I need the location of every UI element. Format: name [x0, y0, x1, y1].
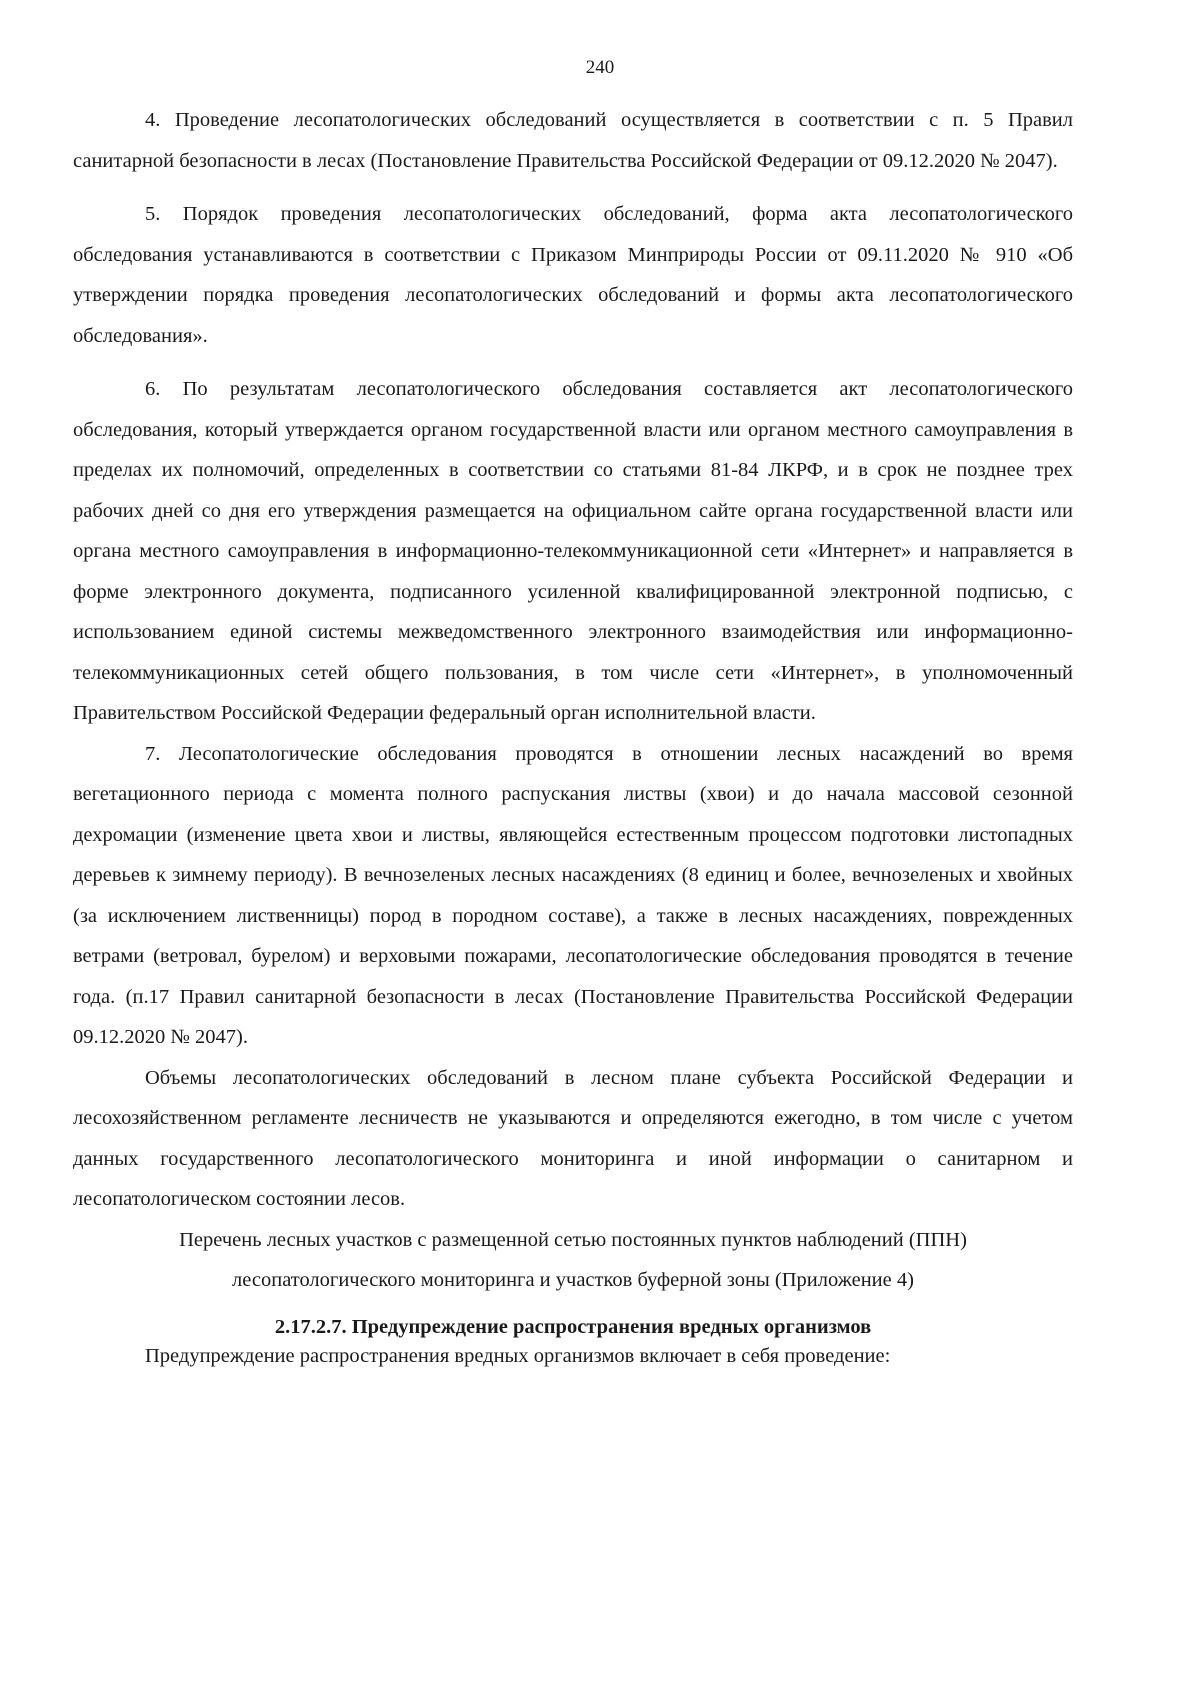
- paragraph-5: 5. Порядок проведения лесопатологических обследований, форма акта лесопатологического обследования устанавливаются в соответствии с Приказом Минприроды России от 09.11.2020 № 910 «Об утверждении порядка проведения лесопатологических обследований и формы акта лесопатологического обследования».: [73, 203, 1073, 347]
- paragraph-4: 4. Проведение лесопатологических обследований осуществляется в соответствии с п. 5 Правил санитарной безопасности в лесах (Постановление Правительства Российской Федерации от 09.12.2020 № 2047).: [73, 109, 1073, 172]
- document-body: [73, 100, 1073, 1371]
- paragraph-volumes: Объемы лесопатологических обследований в лесном плане субъекта Российской Федерации и лесохозяйственном регламенте лесничеств не указываются и определяются ежегодно, в том числе с учетом данных государственного лесопатологического мониторинга и иной информации о санитарном и лесопатологическом состоянии лесов.: [73, 1066, 1073, 1210]
- page-number: 240: [585, 57, 615, 78]
- paragraph-list-reference: Перечень лесных участков с размещенной сетью постоянных пунктов наблюдений (ППН) лесопатологического мониторинга и участков буферной зоны (Приложение 4): [179, 1228, 967, 1291]
- section-intro: Предупреждение распространения вредных организмов включает в себя проведение:: [145, 1344, 891, 1367]
- paragraph-7: 7. Лесопатологические обследования проводятся в отношении лесных насаждений во время вегетационного периода с момента полного распускания листвы (хвои) и до начала массовой сезонной дехромации (изменение цвета хвои и листвы, являющейся естественным процессом подготовки листопадных деревьев к зимнему периоду). В вечнозеленых лесных насаждениях (8 единиц и более, вечнозеленых и хвойных (за исключением лиственницы) пород в породном составе), а также в лесных насаждениях, поврежденных ветрами (ветровал, бурелом) и верховыми пожарами, лесопатологические обследования проводятся в течение года. (п.17 Правил санитарной безопасности в лесах (Постановление Правительства Российской Федерации 09.12.2020 № 2047).: [73, 742, 1073, 1048]
- paragraph-6: 6. По результатам лесопатологического обследования составляется акт лесопатологического обследования, который утверждается органом государственной власти или органом местного самоуправления в пределах их полномочий, определенных в соответствии со статьями 81-84 ЛКРФ, и в срок не позднее трех рабочих дней со дня его утверждения размещается на официальном сайте органа государственной власти или органа местного самоуправления в информационно-телекоммуникационной сети «Интернет» и направляется в форме электронного документа, подписанного усиленной квалифицированной электронной подписью, с использованием единой системы межведомственного электронного взаимодействия или информационно-телекоммуникационных сетей общего пользования, в том числе сети «Интернет», в уполномоченный Правительством Российской Федерации федеральный орган исполнительной власти.: [73, 378, 1073, 724]
- section-heading: 2.17.2.7. Предупреждение распространения вредных организмов: [274, 1315, 872, 1338]
